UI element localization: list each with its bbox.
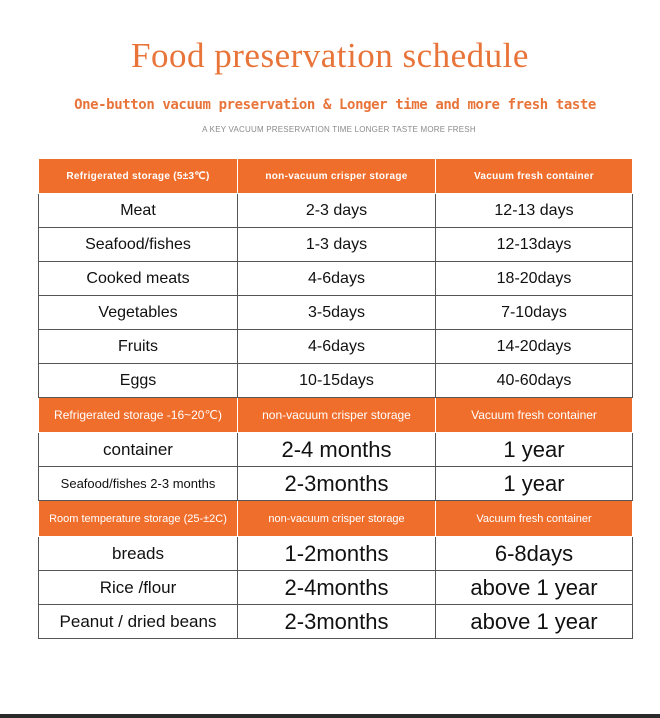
food-name: Seafood/fishes 2-3 months <box>39 467 238 501</box>
food-name: Fruits <box>39 330 238 364</box>
food-name: Eggs <box>39 364 238 398</box>
vacuum-duration: above 1 year <box>436 571 633 605</box>
non-vacuum-duration: 2-3months <box>238 605 436 639</box>
non-vacuum-duration: 2-4 months <box>238 433 436 467</box>
vacuum-duration: 18-20days <box>436 262 633 296</box>
vacuum-duration: 1 year <box>436 467 633 501</box>
table-row <box>39 262 633 296</box>
bottom-divider <box>0 714 660 718</box>
food-name: Vegetables <box>39 296 238 330</box>
non-vacuum-duration: 2-3months <box>238 467 436 501</box>
section-header-room-temperature <box>39 501 633 537</box>
header-cell-non-vacuum: non-vacuum crisper storage <box>238 159 436 194</box>
non-vacuum-duration: 1-3 days <box>238 228 436 262</box>
page-title: Food preservation schedule <box>131 36 529 75</box>
vacuum-duration: 12-13days <box>436 228 633 262</box>
header-cell-storage-type: Room temperature storage (25-±2C) <box>39 501 238 537</box>
table-row <box>39 537 633 571</box>
table-row <box>39 571 633 605</box>
header-cell-storage-type: Refrigerated storage -16~20℃) <box>39 398 238 433</box>
table-row <box>39 605 633 639</box>
food-name: Peanut / dried beans <box>39 605 238 639</box>
page-caption: A KEY VACUUM PRESERVATION TIME LONGER TASTE MORE FRESH <box>202 125 476 134</box>
header-cell-non-vacuum: non-vacuum crisper storage <box>238 501 436 537</box>
table-row <box>39 194 633 228</box>
food-name: breads <box>39 537 238 571</box>
non-vacuum-duration: 2-4months <box>238 571 436 605</box>
header-cell-vacuum: Vacuum fresh container <box>436 398 633 433</box>
food-name: Meat <box>39 194 238 228</box>
section-header-refrigerated <box>39 159 633 194</box>
vacuum-duration: 12-13 days <box>436 194 633 228</box>
food-name: Cooked meats <box>39 262 238 296</box>
vacuum-duration: 40-60days <box>436 364 633 398</box>
food-name: Rice /flour <box>39 571 238 605</box>
vacuum-duration: 14-20days <box>436 330 633 364</box>
vacuum-duration: 6-8days <box>436 537 633 571</box>
non-vacuum-duration: 10-15days <box>238 364 436 398</box>
preservation-table <box>38 158 633 639</box>
food-name: Seafood/fishes <box>39 228 238 262</box>
table-row <box>39 467 633 501</box>
header-cell-vacuum: Vacuum fresh container <box>436 159 633 194</box>
vacuum-duration: above 1 year <box>436 605 633 639</box>
non-vacuum-duration: 1-2months <box>238 537 436 571</box>
table-row <box>39 296 633 330</box>
table-row <box>39 330 633 364</box>
header-cell-storage-type: Refrigerated storage (5±3℃) <box>39 159 238 194</box>
table-row <box>39 433 633 467</box>
section-header-frozen <box>39 398 633 433</box>
non-vacuum-duration: 4-6days <box>238 262 436 296</box>
food-name: container <box>39 433 238 467</box>
vacuum-duration: 7-10days <box>436 296 633 330</box>
table-row <box>39 364 633 398</box>
header-cell-non-vacuum: non-vacuum crisper storage <box>238 398 436 433</box>
non-vacuum-duration: 3-5days <box>238 296 436 330</box>
non-vacuum-duration: 4-6days <box>238 330 436 364</box>
page-subtitle: One-button vacuum preservation & Longer time and more fresh taste <box>74 97 596 113</box>
table-row <box>39 228 633 262</box>
header-cell-vacuum: Vacuum fresh container <box>436 501 633 537</box>
non-vacuum-duration: 2-3 days <box>238 194 436 228</box>
vacuum-duration: 1 year <box>436 433 633 467</box>
